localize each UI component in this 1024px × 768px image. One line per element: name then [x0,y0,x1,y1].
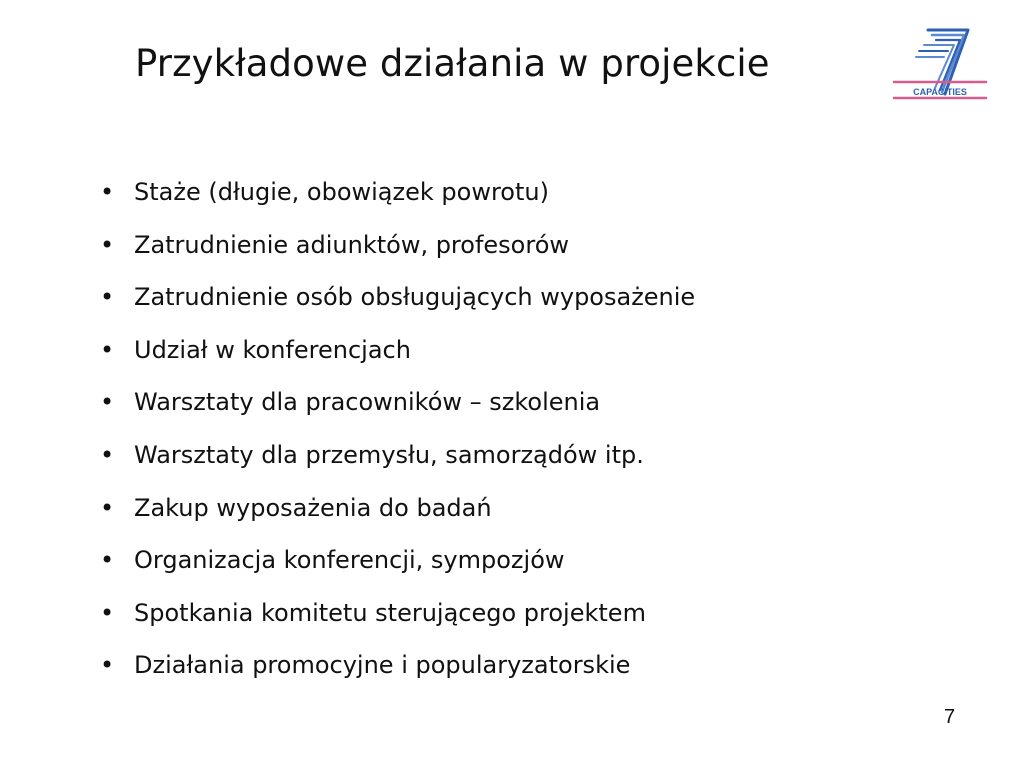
bullet-text: Zakup wyposażenia do badań [134,493,492,522]
page-number: 7 [944,706,956,728]
bullet-marker: • [100,283,115,312]
bullet-marker: • [100,651,115,680]
fp7-capacities-icon [890,26,990,108]
bullet-text: Warsztaty dla pracowników – szkolenia [134,388,601,417]
logo-capacities-text: CAPACITIES [913,87,967,97]
bullet-text: Organizacja konferencji, sympozjów [134,546,565,575]
bullet-marker: • [100,546,115,575]
slide-title: Przykładowe działania w projekcie [135,42,770,85]
bullet-item [100,429,695,482]
bullet-item [100,166,695,219]
bullet-list [100,166,695,692]
bullet-marker: • [100,230,115,259]
bullet-item [100,376,695,429]
bullet-text: Udział w konferencjach [134,335,411,364]
bullet-text: Działania promocyjne i popularyzatorskie [134,651,631,680]
bullet-marker: • [100,598,115,627]
bullet-marker: • [100,440,115,469]
bullet-item [100,219,695,272]
bullet-marker: • [100,178,115,206]
bullet-text: Warsztaty dla przemysłu, samorządów itp. [134,440,644,469]
fp7-capacities-logo [890,26,990,108]
bullet-text: Spotkania komitetu sterującego projektem [134,598,646,627]
bullet-item [100,587,695,640]
bullet-text: Zatrudnienie osób obsługujących wyposażenie [134,283,696,312]
bullet-item [100,271,695,324]
bullet-item [100,482,695,535]
bullet-item [100,639,695,692]
bullet-text: Staże (długie, obowiązek powrotu) [134,178,549,206]
bullet-marker: • [100,335,115,364]
bullet-item [100,324,695,377]
bullet-marker: • [100,493,115,522]
bullet-text: Zatrudnienie adiunktów, profesorów [134,230,570,259]
bullet-marker: • [100,388,115,417]
bullet-item [100,534,695,587]
